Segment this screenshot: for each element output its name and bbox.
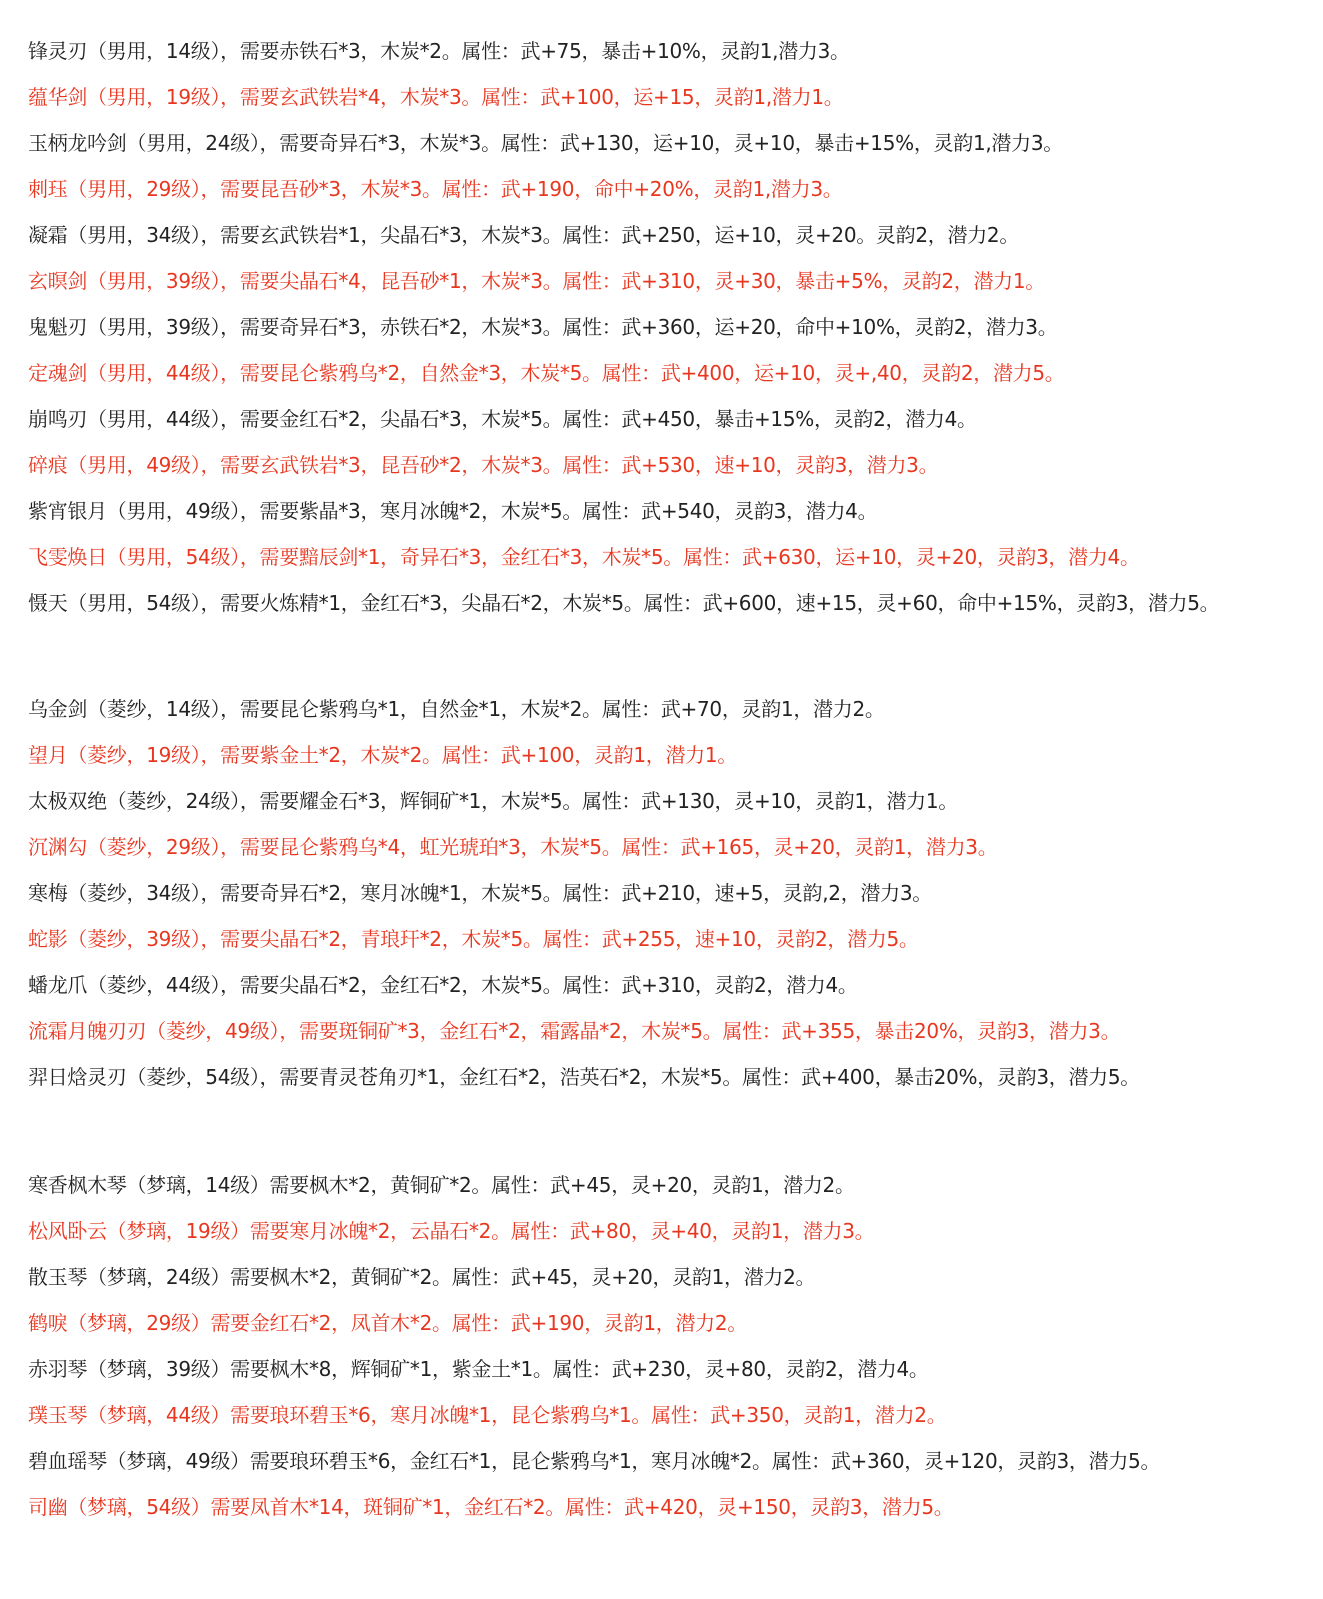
recipe-line: 玉柄龙吟剑（男用，24级），需要奇异石*3，木炭*3。属性：武+130，运+10，灵+10，暴击+15%，灵韵1,潜力3。	[28, 131, 1063, 155]
weapon-group-male	[28, 28, 1313, 626]
recipe-line: 太极双绝（菱纱，24级），需要耀金石*3，辉铜矿*1，木炭*5。属性：武+130，灵+10，灵韵1，潜力1。	[28, 789, 959, 813]
recipe-line: 羿日焓灵刃（菱纱，54级），需要青灵苍角刃*1，金红石*2，浩英石*2，木炭*5。属性：武+400，暴击20%，灵韵3，潜力5。	[28, 1065, 1140, 1089]
recipe-line: 乌金剑（菱纱，14级），需要昆仑紫鸦乌*1，自然金*1，木炭*2。属性：武+70，灵韵1，潜力2。	[28, 697, 885, 721]
recipe-line: 碎痕（男用，49级），需要玄武铁岩*3，昆吾砂*2，木炭*3。属性：武+530，速+10，灵韵3，潜力3。	[28, 453, 939, 477]
recipe-line: 鹤唳（梦璃，29级）需要金红石*2，凤首木*2。属性：武+190，灵韵1，潜力2。	[28, 1311, 747, 1335]
recipe-line: 寒梅（菱纱，34级），需要奇异石*2，寒月冰魄*1，木炭*5。属性：武+210，速+5，灵韵,2，潜力3。	[28, 881, 932, 905]
recipe-line: 碧血瑶琴（梦璃，49级）需要琅环碧玉*6，金红石*1，昆仑紫鸦乌*1，寒月冰魄*2。属性：武+360，灵+120，灵韵3，潜力5。	[28, 1449, 1161, 1473]
recipe-line: 慑天（男用，54级），需要火炼精*1，金红石*3，尖晶石*2，木炭*5。属性：武+600，速+15，灵+60，命中+15%，灵韵3，潜力5。	[28, 591, 1220, 615]
recipe-line: 玄暝剑（男用，39级），需要尖晶石*4，昆吾砂*1，木炭*3。属性：武+310，灵+30，暴击+5%，灵韵2，潜力1。	[28, 269, 1045, 293]
recipe-line: 定魂剑（男用，44级），需要昆仑紫鸦乌*2，自然金*3，木炭*5。属性：武+400，运+10，灵+,40，灵韵2，潜力5。	[28, 361, 1065, 385]
recipe-line: 流霜月魄刃刃（菱纱，49级），需要斑铜矿*3，金红石*2，霜露晶*2，木炭*5。属性：武+355，暴击20%，灵韵3，潜力3。	[28, 1019, 1121, 1043]
group-spacer	[28, 1100, 1313, 1162]
recipe-line: 散玉琴（梦璃，24级）需要枫木*2，黄铜矿*2。属性：武+45，灵+20，灵韵1，潜力2。	[28, 1265, 816, 1289]
recipe-line: 蟠龙爪（菱纱，44级），需要尖晶石*2，金红石*2，木炭*5。属性：武+310，灵韵2，潜力4。	[28, 973, 858, 997]
weapon-group-mengli	[28, 1162, 1313, 1530]
recipe-line: 崩鸣刃（男用，44级），需要金红石*2，尖晶石*3，木炭*5。属性：武+450，暴击+15%，灵韵2，潜力4。	[28, 407, 977, 431]
recipe-line: 蕴华剑（男用，19级），需要玄武铁岩*4，木炭*3。属性：武+100，运+15，灵韵1,潜力1。	[28, 85, 844, 109]
recipe-line: 蛇影（菱纱，39级），需要尖晶石*2，青琅玕*2，木炭*5。属性：武+255，速+10，灵韵2，潜力5。	[28, 927, 919, 951]
recipe-line: 锋灵刃（男用，14级），需要赤铁石*3，木炭*2。属性：武+75，暴击+10%，灵韵1,潜力3。	[28, 39, 850, 63]
recipe-line: 璞玉琴（梦璃，44级）需要琅环碧玉*6，寒月冰魄*1，昆仑紫鸦乌*1。属性：武+350，灵韵1，潜力2。	[28, 1403, 947, 1427]
document-body	[28, 28, 1313, 1530]
group-spacer	[28, 626, 1313, 686]
recipe-line: 鬼魁刃（男用，39级），需要奇异石*3，赤铁石*2，木炭*3。属性：武+360，运+20，命中+10%，灵韵2，潜力3。	[28, 315, 1058, 339]
recipe-line: 赤羽琴（梦璃，39级）需要枫木*8，辉铜矿*1，紫金土*1。属性：武+230，灵+80，灵韵2，潜力4。	[28, 1357, 929, 1381]
recipe-line: 刺珏（男用，29级），需要昆吾砂*3，木炭*3。属性：武+190，命中+20%，灵韵1,潜力3。	[28, 177, 843, 201]
recipe-line: 望月（菱纱，19级），需要紫金土*2，木炭*2。属性：武+100，灵韵1，潜力1。	[28, 743, 737, 767]
recipe-line: 飞雯焕日（男用，54级），需要黯辰剑*1，奇异石*3，金红石*3，木炭*5。属性：武+630，运+10，灵+20，灵韵3，潜力4。	[28, 545, 1140, 569]
weapon-group-lingsha	[28, 686, 1313, 1100]
recipe-line: 凝霜（男用，34级），需要玄武铁岩*1，尖晶石*3，木炭*3。属性：武+250，运+10，灵+20。灵韵2，潜力2。	[28, 223, 1020, 247]
recipe-line: 司幽（梦璃，54级）需要凤首木*14，斑铜矿*1，金红石*2。属性：武+420，灵+150，灵韵3，潜力5。	[28, 1495, 954, 1519]
recipe-line: 沉渊勾（菱纱，29级），需要昆仑紫鸦乌*4，虹光琥珀*3，木炭*5。属性：武+165，灵+20，灵韵1，潜力3。	[28, 835, 998, 859]
recipe-line: 紫宵银月（男用，49级），需要紫晶*3，寒月冰魄*2，木炭*5。属性：武+540，灵韵3，潜力4。	[28, 499, 878, 523]
recipe-line: 寒香枫木琴（梦璃，14级）需要枫木*2，黄铜矿*2。属性：武+45，灵+20，灵韵1，潜力2。	[28, 1173, 855, 1197]
recipe-line: 松风卧云（梦璃，19级）需要寒月冰魄*2，云晶石*2。属性：武+80，灵+40，灵韵1，潜力3。	[28, 1219, 875, 1243]
